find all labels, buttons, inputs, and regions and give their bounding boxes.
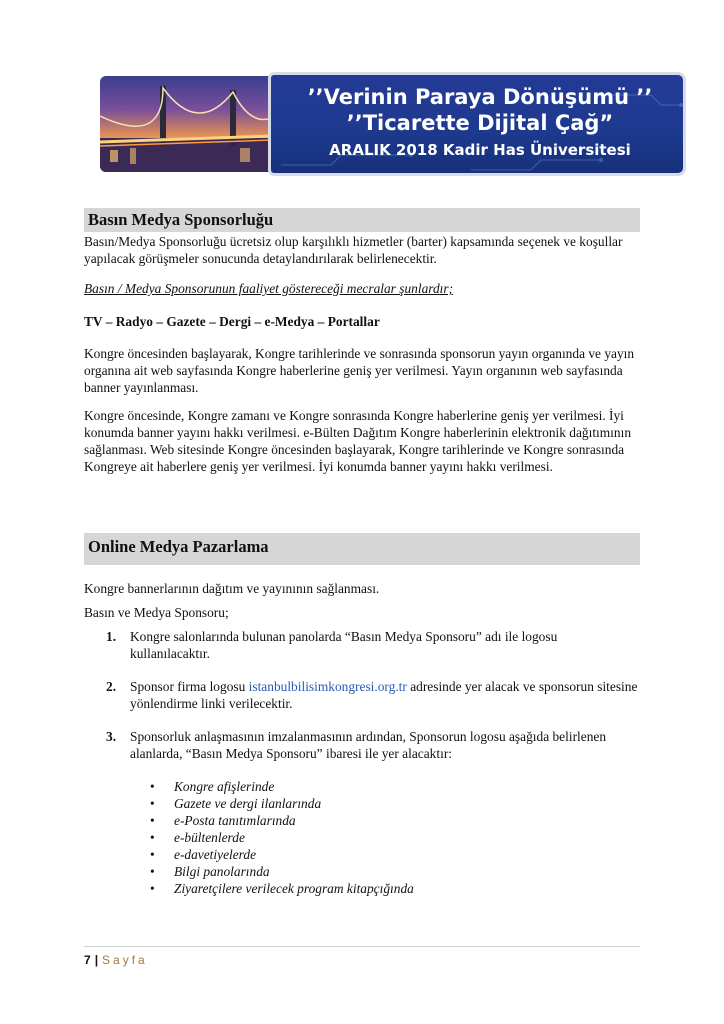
page-footer	[84, 953, 148, 967]
banner-title-line2: ’’Ticarette Dijital Çağ”	[346, 111, 614, 135]
footer-divider	[84, 946, 640, 947]
section1-para2: Kongre öncesinde, Kongre zamanı ve Kongre sonrasında Kongre haberlerine geniş yer verilmesi. İyi konumda banner yayını hakkı verilmesi. e-Bülten Dağıtım Kongre haberlerinin elektronik dağıtımının sağlanması. Web sitesinde Kongre öncesinden başlayarak, Kongre tarihlerinde ve Kongre sonrasında Kongreye ait haberlere geniş yer verilmesi. İyi konumda banner yayını hakkı verilmesi.	[84, 408, 632, 474]
item-text-with-link: Sponsor firma logosu istanbulbilisimkongresi.org.tr adresinde yer alacak ve sponsorun sitesine yönlendirme linki verilecektir.	[130, 679, 638, 711]
bullet-item: • Bilgi panolarında	[150, 864, 270, 879]
page-number: 7	[84, 953, 91, 967]
footer-separator: |	[94, 953, 99, 967]
header-banner	[100, 72, 686, 176]
item-number: 1.	[106, 629, 117, 644]
section2-line1: Kongre bannerlarının dağıtım ve yayınının sağlanması.	[84, 581, 380, 596]
banner-title-line1: ’’Verinin Paraya Dönüşümü ’’	[307, 85, 653, 109]
banner-subtitle: ARALIK 2018 Kadir Has Üniversitesi	[329, 141, 631, 159]
section1-intro: Basın/Medya Sponsorluğu ücretsiz olup karşılıklı hizmetler (barter) kapsamında seçenek ve koşullar yapılacak görüşmeler sonucunda detaylandırılarak belirlenecektir.	[84, 234, 623, 266]
bullet-item: • Kongre afişlerinde	[150, 779, 275, 794]
item-number: 3.	[106, 729, 117, 744]
item-text: Kongre salonlarında bulunan panolarda “Basın Medya Sponsoru” adı ile logosu kullanılacaktır.	[130, 629, 558, 661]
section2-line2: Basın ve Medya Sponsoru;	[84, 605, 229, 620]
bullet-icon: •	[150, 813, 155, 828]
section1-para1: Kongre öncesinden başlayarak, Kongre tarihlerinde ve sonrasında sponsorun yayın organında ve yayın organına ait web sayfasında Kongre haberlerine geniş yer verilmesi. Yayın organının web sayfasında banner yayınlanması.	[84, 346, 635, 395]
section-heading-online-media: Online Medya Pazarlama	[84, 533, 640, 565]
banner-title-panel	[268, 72, 686, 176]
bullet-icon: •	[150, 847, 155, 862]
item-text: Sponsorluk anlaşmasının imzalanmasının ardından, Sponsorun logosu aşağıda belirlenen alanlarda, “Basın Medya Sponsoru” ibaresi ile yer alacaktır:	[130, 729, 607, 761]
bullet-item: • e-bültenlerde	[150, 830, 245, 845]
bridge-photo	[100, 76, 272, 172]
bullet-item: • Ziyaretçilere verilecek program kitapçığında	[150, 881, 414, 896]
item-number: 2.	[106, 679, 117, 694]
bullet-item: • e-davetiyelerde	[150, 847, 257, 862]
bullet-item: • Gazete ve dergi ilanlarında	[150, 796, 322, 811]
website-link[interactable]: istanbulbilisimkongresi.org.tr	[248, 679, 407, 694]
bullet-item: • e-Posta tanıtımlarında	[150, 813, 296, 828]
media-intro: Basın / Medya Sponsorunun faaliyet göstereceği mecralar şunlardır;	[84, 281, 454, 296]
bullet-icon: •	[150, 881, 155, 896]
bullet-icon: •	[150, 830, 155, 845]
list-item	[106, 728, 640, 764]
bullet-icon: •	[150, 779, 155, 794]
list-item	[106, 628, 640, 664]
bullet-icon: •	[150, 864, 155, 879]
section-heading-press-sponsorship: Basın Medya Sponsorluğu	[84, 208, 640, 232]
media-list: TV – Radyo – Gazete – Dergi – e-Medya – Portallar	[84, 314, 380, 329]
bullet-icon: •	[150, 796, 155, 811]
list-item	[106, 678, 640, 714]
placement-bullet-list	[150, 778, 550, 897]
page-label: Sayfa	[102, 953, 148, 967]
